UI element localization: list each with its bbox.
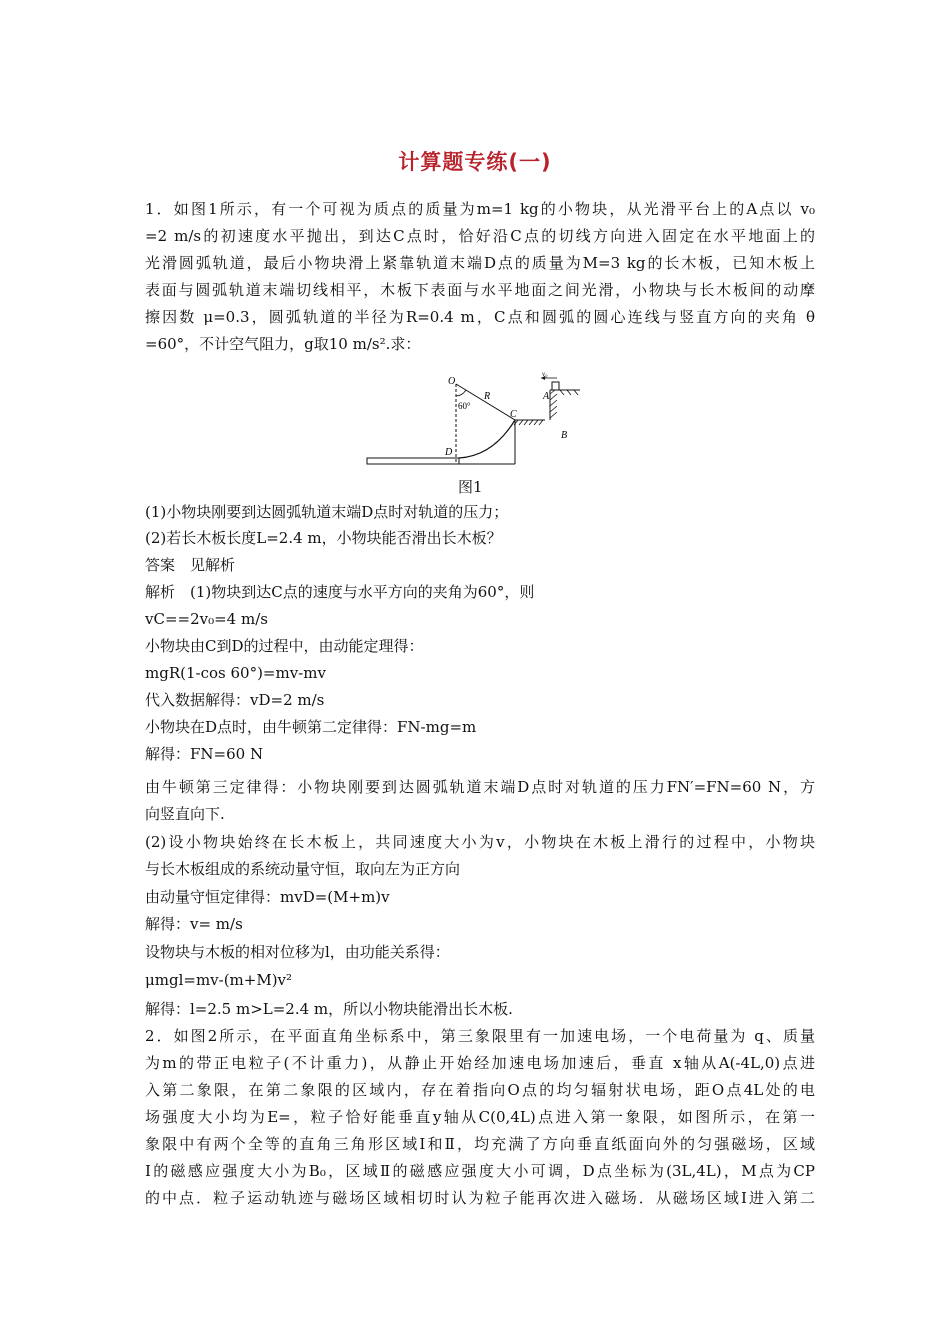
label-o: O bbox=[448, 376, 456, 387]
angle-arc bbox=[456, 390, 466, 396]
text-line: (1)小物块刚要到达圆弧轨道末端D点时对轨道的压力； bbox=[145, 503, 509, 521]
arc-track bbox=[459, 420, 515, 458]
text-line: 的中点．粒子运动轨迹与磁场区域相切时认为粒子能再次进入磁场．从磁场区域Ⅰ进入第二 bbox=[145, 1189, 815, 1207]
text-line: 向竖直向下. bbox=[145, 805, 225, 823]
text-line: 小物块在D点时，由牛顿第二定律得：FN-mg=m bbox=[145, 718, 477, 736]
label-a: A bbox=[543, 391, 550, 402]
ground-hatch-c bbox=[514, 420, 543, 425]
text-line: Ⅰ的磁感应强度大小为B₀，区域Ⅱ的磁感应强度大小可调，D点坐标为(3L,4L)，M点为CP bbox=[145, 1162, 815, 1180]
text-line: 场强度大小均为E=，粒子恰好能垂直y轴从C(0,4L)点进入第一象限，如图所示，在第一 bbox=[145, 1108, 815, 1126]
figure-caption: 图1 bbox=[458, 478, 483, 496]
text-line: (2)设小物块始终在长木板上，共同速度大小为v，小物块在木板上滑行的过程中，小物块 bbox=[145, 833, 815, 851]
text-line: 由牛顿第三定律得：小物块刚要到达圆弧轨道末端D点时对轨道的压力FN′=FN=60 N，方 bbox=[145, 778, 815, 796]
text-line: 由动量守恒定律得：mvD=(M+m)v bbox=[145, 888, 390, 906]
text-line: 2．如图2所示，在平面直角坐标系中，第三象限里有一加速电场，一个电荷量为 q、质量 bbox=[145, 1027, 815, 1045]
text-line: 入第二象限，在第二象限的区域内，存在着指向O点的均匀辐射状电场，距O点4L处的电 bbox=[145, 1081, 815, 1099]
cliff-hatch bbox=[550, 390, 578, 418]
text-line: =60°，不计空气阻力，g取10 m/s².求： bbox=[145, 335, 421, 353]
label-r: R bbox=[484, 391, 491, 402]
text-line: 与长木板组成的系统动量守恒，取向左为正方向 bbox=[145, 860, 461, 878]
text-line: 擦因数 μ=0.3，圆弧轨道的半径为R=0.4 m，C点和圆弧的圆心连线与竖直方向的夹角 θ bbox=[145, 308, 815, 326]
small-block bbox=[552, 382, 559, 390]
text-line: 解得：l=2.5 m>L=2.4 m，所以小物块能滑出长木板. bbox=[145, 1000, 513, 1018]
text-line: 答案 见解析 bbox=[145, 556, 236, 574]
label-c: C bbox=[510, 409, 517, 420]
label-v0: v₀ bbox=[542, 372, 548, 378]
label-d: D bbox=[445, 447, 453, 458]
page-title: 计算题专练(一) bbox=[398, 150, 552, 174]
text-line: 象限中有两个全等的直角三角形区域Ⅰ和Ⅱ，均充满了方向垂直纸面向外的匀强磁场，区域 bbox=[145, 1135, 815, 1153]
text-line: 设物块与木板的相对位移为l，由功能关系得： bbox=[145, 943, 450, 961]
text-line: 1．如图1所示，有一个可视为质点的质量为m=1 kg的小物块，从光滑平台上的A点以 v₀ bbox=[145, 200, 815, 218]
text-line: 表面与圆弧轨道末端切线相平，木板下表面与水平地面之间光滑，小物块与长木板间的动摩 bbox=[145, 281, 815, 299]
long-board bbox=[367, 458, 459, 464]
text-line: μmgl=mv-(m+M)v² bbox=[145, 971, 293, 989]
text-line: 解得：v= m/s bbox=[145, 915, 243, 933]
text-line: 光滑圆弧轨道，最后小物块滑上紧靠轨道末端D点的质量为M=3 kg的长木板，已知木板上 bbox=[145, 254, 815, 272]
text-line: 解得：FN=60 N bbox=[145, 745, 264, 763]
text-line: mgR(1-cos 60°)=mv-mv bbox=[145, 664, 326, 682]
text-line: 为m的带正电粒子(不计重力)，从静止开始经加速电场加速后，垂直 x轴从A(-4L,0)点进 bbox=[145, 1054, 815, 1072]
label-b: B bbox=[561, 430, 568, 441]
text-line: vC==2v₀=4 m/s bbox=[145, 610, 268, 628]
text-line: 小物块由C到D的过程中，由动能定理得： bbox=[145, 637, 424, 655]
text-line: =2 m/s的初速度水平抛出，到达C点时，恰好沿C点的切线方向进入固定在水平地面上的 bbox=[145, 227, 815, 245]
text-line: 解析 (1)物块到达C点的速度与水平方向的夹角为60°，则 bbox=[145, 583, 535, 601]
label-angle: 60° bbox=[458, 401, 471, 411]
figure-1-diagram bbox=[365, 372, 590, 467]
text-line: 代入数据解得：vD=2 m/s bbox=[145, 691, 325, 709]
text-line: (2)若长木板长度L=2.4 m，小物块能否滑出长木板？ bbox=[145, 529, 502, 547]
